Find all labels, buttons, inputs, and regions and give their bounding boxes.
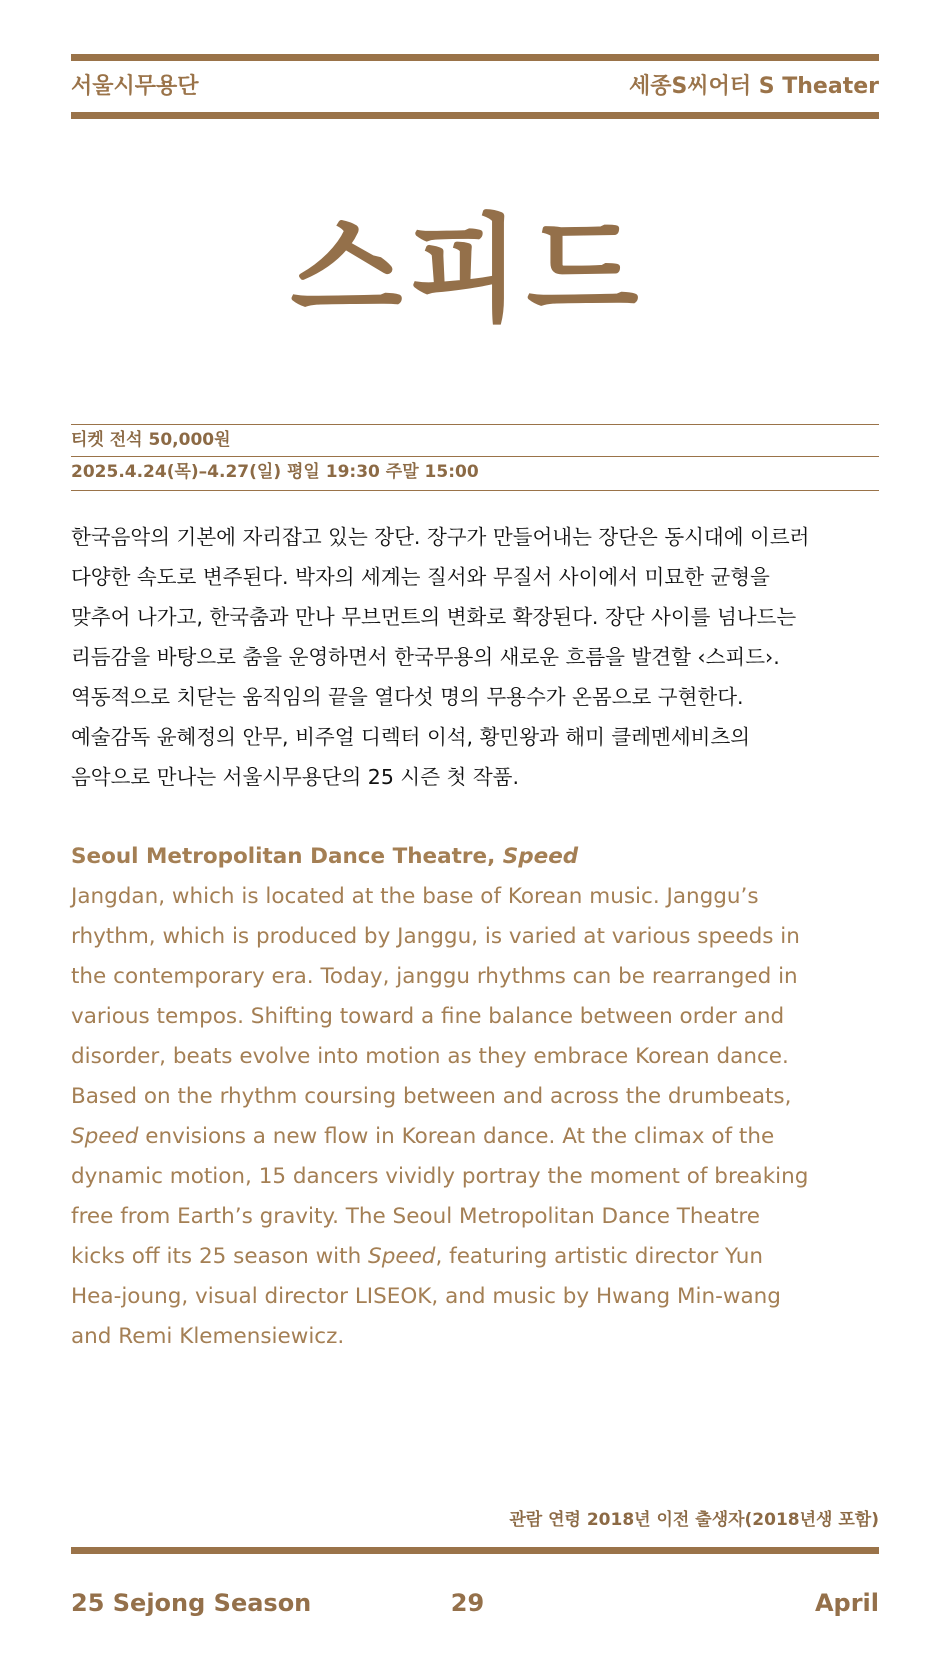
footer-season: 25 Sejong Season [71, 1589, 312, 1617]
header-venue: 세종S씨어터 S Theater [629, 74, 879, 99]
english-description-line: disorder, beats evolve into motion as they embrace Korean dance. [71, 1044, 789, 1069]
korean-description-line: 음악으로 만나는 서울시무용단의 25 시즌 첫 작품. [71, 765, 519, 789]
english-line-pre: kicks off its 25 season with [71, 1244, 369, 1269]
performance-schedule: 2025.4.24(목)–4.27(일) 평일 19:30 주말 15:00 [71, 462, 479, 482]
english-description-line: and Remi Klemensiewicz. [71, 1324, 345, 1349]
korean-description-line: 맞추어 나가고, 한국춤과 만나 무브먼트의 변화로 확장된다. 장단 사이를 넘나드는 [71, 605, 797, 629]
korean-description-line: 리듬감을 바탕으로 춤을 운영하면서 한국무용의 새로운 흐름을 발견할 ‹스피드›. [71, 645, 780, 669]
english-description-line: Jangdan, which is located at the base of Korean music. Janggu’s [71, 884, 759, 909]
english-description-line: dynamic motion, 15 dancers vividly portray the moment of breaking [71, 1164, 809, 1189]
english-description [71, 837, 891, 1357]
speed-italic: Speed [368, 1244, 436, 1269]
english-description-line: rhythm, which is produced by Janggu, is varied at various speeds in [71, 924, 800, 949]
info-rule-top [71, 424, 879, 425]
english-description-line: free from Earth’s gravity. The Seoul Metropolitan Dance Theatre [71, 1204, 760, 1229]
english-title [71, 837, 891, 877]
footer-month: April [814, 1589, 879, 1617]
english-line-rest: envisions a new flow in Korean dance. At the climax of the [138, 1124, 775, 1149]
english-description-line [71, 1237, 891, 1277]
english-title-italic: Speed [502, 844, 579, 869]
english-title-prefix: Seoul Metropolitan Dance Theatre, [71, 844, 503, 869]
korean-description-line: 한국음악의 기본에 자리잡고 있는 장단. 장구가 만들어내는 장단은 동시대에 이르러 [71, 525, 810, 549]
korean-description [71, 517, 891, 797]
header-bottom-rule [71, 112, 879, 119]
korean-description-line: 예술감독 윤혜정의 안무, 비주얼 디렉터 이석, 황민왕과 해미 클레멘세비츠의 [71, 725, 751, 749]
english-description-line: Hea-joung, visual director LISEOK, and music by Hwang Min-wang [71, 1284, 781, 1309]
header-top-rule [71, 54, 879, 61]
english-description-line: the contemporary era. Today, janggu rhythms can be rearranged in [71, 964, 798, 989]
page-number: 29 [450, 1589, 485, 1617]
english-description-line: Based on the rhythm coursing between and across the drumbeats, [71, 1084, 792, 1109]
english-description-line [71, 1117, 891, 1157]
korean-description-line: 다양한 속도로 변주된다. 박자의 세계는 질서와 무질서 사이에서 미묘한 균형을 [71, 565, 770, 589]
english-line-post: , featuring artistic director Yun [435, 1244, 763, 1269]
korean-description-line: 역동적으로 치닫는 움직임의 끝을 열다섯 명의 무용수가 온몸으로 구현한다. [71, 685, 744, 709]
header-organization: 서울시무용단 [71, 74, 199, 99]
footer-rule [71, 1547, 879, 1554]
info-rule-bottom [71, 490, 879, 491]
age-notice: 관람 연령 2018년 이전 출생자(2018년생 포함) [509, 1510, 879, 1530]
ticket-price: 티켓 전석 50,000원 [71, 430, 231, 450]
page-title: 스피드 [290, 203, 645, 338]
speed-italic: Speed [71, 1124, 139, 1149]
info-rule-middle [71, 456, 879, 457]
english-description-line: various tempos. Shifting toward a fine balance between order and [71, 1004, 785, 1029]
